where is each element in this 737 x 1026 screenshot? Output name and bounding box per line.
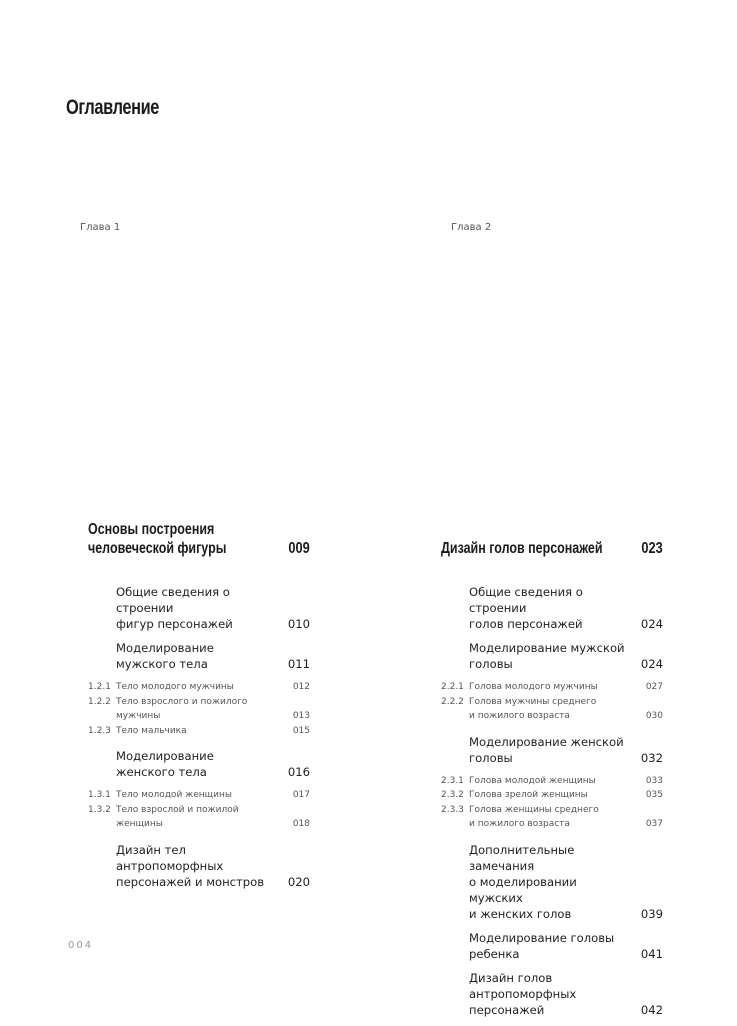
section-page-number: 011	[287, 657, 310, 671]
subsection-title: Тело молодого мужчины	[116, 682, 234, 692]
toc-subsection-entry[interactable]	[441, 803, 663, 832]
chapter-page-number: 023	[641, 540, 663, 557]
toc-subsection-entry[interactable]	[88, 695, 310, 724]
toc-section-entry[interactable]	[116, 748, 310, 780]
subsection-number: 2.3.2	[441, 790, 464, 800]
subsection-number: 1.3.1	[88, 790, 111, 800]
section-title: Моделирование мужского тела	[116, 641, 214, 671]
chapter-2-label: Глава 2	[451, 222, 492, 233]
subsection-number: 2.2.1	[441, 682, 464, 692]
toc-subsection-entry[interactable]	[441, 774, 663, 789]
subsection-page-number: 012	[292, 682, 310, 692]
chapter-title: Основы построения человеческой фигуры	[88, 521, 227, 557]
subsection-title: Голова молодого мужчины	[469, 682, 598, 692]
toc-subsection-entry[interactable]	[88, 803, 310, 832]
subsection-page-number: 013	[292, 711, 310, 721]
toc-subsection-entry[interactable]	[441, 680, 663, 695]
subsection-page-number: 017	[292, 790, 310, 800]
subsection-number: 2.2.2	[441, 696, 464, 707]
toc-subsection-entry[interactable]	[88, 788, 310, 803]
chapter-title: Дизайн голов персонажей	[441, 540, 603, 557]
subsection-number: 1.2.1	[88, 682, 111, 692]
page-title: Оглавление	[66, 96, 160, 119]
toc-section-entry[interactable]	[116, 640, 310, 672]
toc-section-entry[interactable]	[469, 842, 663, 922]
section-page-number: 010	[287, 617, 310, 631]
chapter-heading	[88, 520, 310, 558]
subsection-number: 2.3.1	[441, 775, 464, 786]
subsection-number: 1.2.3	[88, 725, 111, 736]
subsection-title: Голова молодой женщины	[469, 775, 596, 786]
subsection-title: Голова мужчины среднего и пожилого возраста	[469, 696, 597, 721]
subsection-page-number: 027	[645, 682, 663, 692]
section-title: Моделирование головы ребенка	[469, 930, 615, 961]
section-title: Дизайн тел антропоморфных персонажей и монстров	[116, 842, 265, 889]
section-title: Общие сведения о строении фигур персонажей	[116, 585, 233, 631]
section-title: Моделирование женской головы	[469, 734, 624, 765]
subsection-title: Тело взрослой и пожилой женщины	[116, 804, 239, 829]
subsection-list	[88, 680, 310, 738]
subsection-page-number: 015	[292, 725, 310, 736]
section-page-number: 032	[640, 750, 663, 765]
section-page-number: 016	[287, 765, 310, 779]
page-number: 004	[68, 940, 94, 951]
chapter-1-label: Глава 1	[80, 222, 121, 233]
subsection-number: 1.3.2	[88, 804, 111, 815]
toc-section-entry[interactable]	[469, 970, 663, 1018]
toc-subsection-entry[interactable]	[441, 788, 663, 803]
section-page-number: 020	[287, 874, 310, 889]
toc-subsection-entry[interactable]	[88, 680, 310, 695]
subsection-number: 1.2.2	[88, 696, 111, 707]
section-title: Моделирование мужской головы	[469, 641, 625, 671]
subsection-title: Тело взрослого и пожилого мужчины	[116, 696, 248, 721]
toc-section-entry[interactable]	[116, 584, 310, 632]
subsection-page-number: 018	[292, 819, 310, 829]
subsection-list	[441, 680, 663, 724]
subsection-title: Голова зрелой женщины	[469, 790, 588, 800]
subsection-title: Голова женщины среднего и пожилого возраста	[469, 804, 599, 829]
section-title: Моделирование женского тела	[116, 749, 214, 779]
subsection-title: Тело молодой женщины	[116, 790, 232, 800]
section-title: Дизайн голов антропоморфных персонажей	[469, 970, 577, 1017]
chapter-1-toc	[88, 520, 310, 898]
subsection-page-number: 030	[645, 711, 663, 721]
chapter-page-number: 009	[288, 540, 310, 557]
toc-section-entry[interactable]	[469, 640, 663, 672]
section-title: Дополнительные замечания о моделировании мужских и женских голов	[469, 842, 577, 921]
subsection-page-number: 035	[645, 790, 663, 800]
toc-section-entry[interactable]	[469, 930, 663, 962]
section-page-number: 042	[640, 1002, 663, 1017]
toc-subsection-entry[interactable]	[88, 724, 310, 739]
section-page-number: 024	[640, 657, 663, 671]
section-page-number: 041	[640, 946, 663, 961]
subsection-list	[441, 774, 663, 832]
toc-section-entry[interactable]	[116, 842, 310, 890]
subsection-page-number: 037	[645, 819, 663, 829]
subsection-title: Тело мальчика	[116, 725, 187, 736]
toc-section-entry[interactable]	[469, 584, 663, 632]
subsection-number: 2.3.3	[441, 804, 464, 815]
toc-section-entry[interactable]	[469, 734, 663, 766]
chapter-heading	[441, 520, 663, 558]
subsection-page-number: 033	[645, 775, 663, 786]
subsection-list	[88, 788, 310, 832]
section-page-number: 024	[640, 617, 663, 631]
toc-subsection-entry[interactable]	[441, 695, 663, 724]
section-page-number: 039	[640, 906, 663, 921]
section-title: Общие сведения о строении голов персонажей	[469, 585, 583, 631]
chapter-2-toc	[441, 520, 663, 1026]
